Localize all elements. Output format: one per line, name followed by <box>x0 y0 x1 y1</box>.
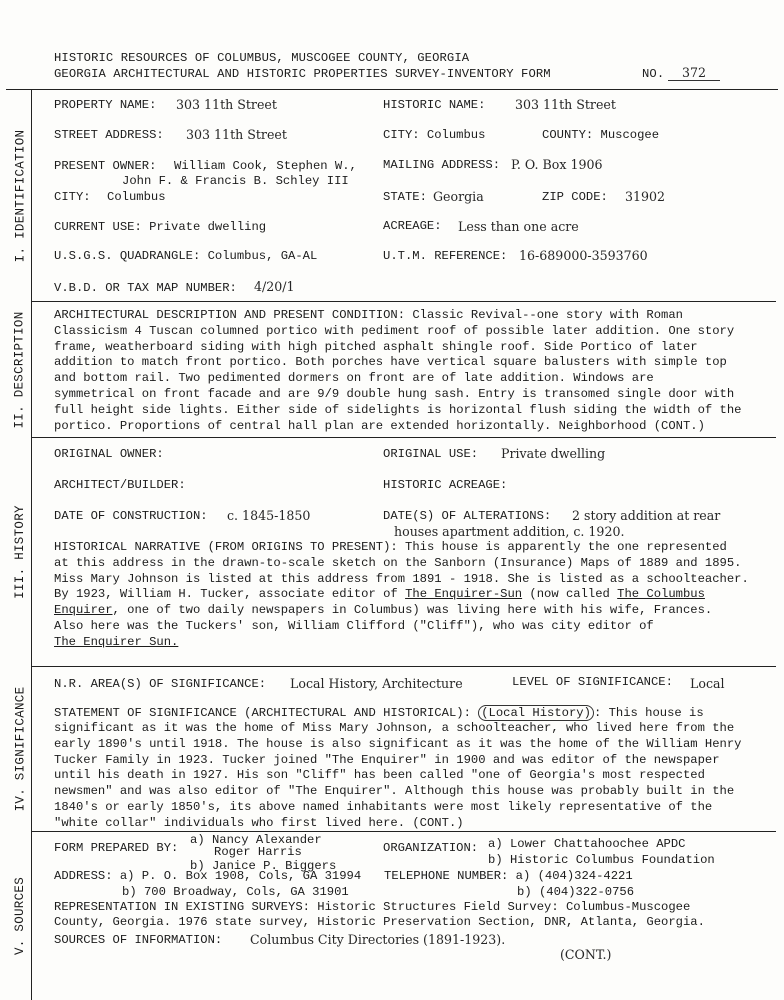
section-label-significance: IV. SIGNIFICANCE <box>13 686 28 812</box>
newspaper-title: The Columbus <box>617 587 705 602</box>
description-line: Classicism 4 Tuscan columned portico with pediment roof of possible later addition. One story <box>54 323 735 338</box>
description-line: frame, weatherboard siding with high pitched asphalt shingle roof. Side Portico of later <box>54 339 698 354</box>
current-use-field: CURRENT USE: Private dwelling <box>54 220 267 234</box>
significance-line: "white collar" individuals who first lived here. (CONT.) <box>54 815 464 830</box>
city-left-label: CITY: <box>54 190 91 204</box>
newspaper-title: The Enquirer-Sun <box>405 587 523 602</box>
property-name-label: PROPERTY NAME: <box>54 98 157 112</box>
state-value: Georgia <box>433 189 484 204</box>
statement-of-significance-heading: STATEMENT OF SIGNIFICANCE (ARCHITECTURAL AND HISTORICAL): (Local History) : This house is <box>54 706 704 720</box>
street-address-value: 303 11th Street <box>186 127 287 142</box>
alterations-line-1: 2 story addition at rear <box>572 508 721 523</box>
alterations-line-2: houses apartment addition, c. 1920. <box>394 524 625 539</box>
narrative-line: Enquirer, one of two daily newspapers in Columbus) was living here with his wife, Frances. <box>54 603 713 618</box>
city-left-value: Columbus <box>107 190 166 204</box>
form-title-line-1: HISTORIC RESOURCES OF COLUMBUS, MUSCOGEE COUNTY, GEORGIA <box>54 51 470 65</box>
section-label-description: II. DESCRIPTION <box>13 310 27 429</box>
tax-map-value: 4/20/1 <box>254 279 295 294</box>
representation-line-2: County, Georgia. 1976 state survey, Historic Preservation Section, DNR, Atlanta, Georgia. <box>54 915 705 929</box>
utm-reference-value: 16-689000-3593760 <box>519 248 648 263</box>
original-owner-label: ORIGINAL OWNER: <box>54 447 164 461</box>
state-label: STATE: <box>383 190 427 204</box>
utm-reference-label: U.T.M. REFERENCE: <box>383 249 508 263</box>
historic-name-label: HISTORIC NAME: <box>383 98 486 112</box>
narrative-line: By 1923, William H. Tucker, associate editor of The Enquirer-Sun (now called The Columbus <box>54 587 705 602</box>
preparer-b: b) Janice P. Biggers <box>190 859 337 873</box>
original-use-label: ORIGINAL USE: <box>383 447 479 461</box>
narrative-line: The Enquirer Sun. <box>54 634 179 649</box>
property-name-value: 303 11th Street <box>176 97 277 112</box>
present-owner-label: PRESENT OWNER: <box>54 159 157 173</box>
level-of-significance-value: Local <box>690 676 725 691</box>
address-line-1: ADDRESS: a) P. O. Box 1908, Cols, GA 31994 <box>54 869 362 883</box>
sources-cont-note: (CONT.) <box>560 947 612 962</box>
organization-b: b) Historic Columbus Foundation <box>488 853 715 867</box>
telephone-line-1: TELEPHONE NUMBER: a) (404)324-4221 <box>384 869 633 883</box>
form-number-value: 372 <box>668 65 720 81</box>
acreage-label: ACREAGE: <box>383 219 442 233</box>
narrative-line: Miss Mary Johnson is listed at this address from 1891 - 1918. She is listed as a schoolteacher. <box>54 571 749 586</box>
preparer-a-line-1: a) Nancy Alexander <box>190 833 322 847</box>
description-line: ARCHITECTURAL DESCRIPTION AND PRESENT CONDITION: Classic Revival--one story with Roman <box>54 308 683 322</box>
preparer-a-line-2: Roger Harris <box>214 845 302 859</box>
historic-name-value: 303 11th Street <box>515 97 616 112</box>
area-of-significance-value: Local History, Architecture <box>290 676 463 691</box>
section-label-history: III. HISTORY <box>13 505 27 599</box>
form-title-line-2: GEORGIA ARCHITECTURAL AND HISTORIC PROPERTIES SURVEY-INVENTORY FORM <box>54 67 551 81</box>
architect-builder-label: ARCHITECT/BUILDER: <box>54 478 186 492</box>
zip-value: 31902 <box>625 189 666 204</box>
section-divider-2 <box>31 437 776 438</box>
section-divider-1 <box>31 301 776 302</box>
zip-label: ZIP CODE: <box>542 190 608 204</box>
description-line: portico. Proportions of central hall plan are extended horizontally. Neighborhood (CONT.) <box>54 418 705 433</box>
construction-date-value: c. 1845-1850 <box>227 508 311 523</box>
sources-of-information-value: Columbus City Directories (1891-1923). <box>250 932 506 947</box>
present-owner-line-2: John F. & Francis B. Schley III <box>122 174 349 188</box>
area-of-significance-label: N.R. AREA(S) OF SIGNIFICANCE: <box>54 677 267 691</box>
form-number-label: NO. <box>642 67 665 81</box>
description-line: symmetrical on front facade and are 9/9 double hung sash. Entry is transomed single door with <box>54 386 735 401</box>
sources-of-information-label: SOURCES OF INFORMATION: <box>54 933 223 947</box>
representation-line-1: REPRESENTATION IN EXISTING SURVEYS: Historic Structures Field Survey: Columbus-Muscogee <box>54 900 691 914</box>
telephone-line-2: b) (404)322-0756 <box>517 885 635 899</box>
significance-line: Tucker Family in 1923. Tucker joined "The Enquirer" in 1900 and was editor of the newspaper <box>54 752 720 767</box>
significance-line: until his death in 1927. His son "Cliff" has been called "one of Georgia's most respected <box>54 768 705 783</box>
narrative-line: Also here was the Tuckers' son, William Clifford ("Cliff"), who was city editor of <box>54 618 654 633</box>
mailing-address-value: P. O. Box 1906 <box>511 157 603 172</box>
present-owner-line-1: William Cook, Stephen W., <box>174 159 357 173</box>
alterations-label: DATE(S) OF ALTERATIONS: <box>383 509 552 523</box>
section-label-sources: V. SOURCES <box>13 876 28 956</box>
address-line-2: b) 700 Broadway, Cols, GA 31901 <box>122 885 349 899</box>
mailing-address-label: MAILING ADDRESS: <box>383 158 501 172</box>
historic-acreage-label: HISTORIC ACREAGE: <box>383 478 508 492</box>
construction-date-label: DATE OF CONSTRUCTION: <box>54 509 208 523</box>
description-line: and bottom rail. Two pedimented dormers on front are of late addition. Windows are <box>54 371 654 386</box>
usgs-quadrangle-field: U.S.G.S. QUADRANGLE: Columbus, GA-AL <box>54 249 318 263</box>
architectural-description <box>54 308 778 434</box>
tax-map-label: V.B.D. OR TAX MAP NUMBER: <box>54 281 237 295</box>
section-divider-3 <box>31 666 776 667</box>
significance-line: newsmen" and was also editor of "The Enquirer". Although this house was probably built in the <box>54 784 735 799</box>
significance-line: early 1890's until 1918. The house is also significant as it was the home of the William Henry <box>54 736 742 751</box>
description-line: full height side lights. Either side of sidelights is horizontal flush siding the width of the <box>54 402 742 417</box>
newspaper-title: Enquirer <box>54 603 113 618</box>
original-use-value: Private dwelling <box>501 446 606 461</box>
narrative-line: HISTORICAL NARRATIVE (FROM ORIGINS TO PRESENT): This house is apparently the one represented <box>54 540 727 554</box>
local-history-mark: (Local History) <box>478 705 594 721</box>
acreage-value: Less than one acre <box>458 219 579 234</box>
county-field: COUNTY: Muscogee <box>542 128 660 142</box>
level-of-significance-label: LEVEL OF SIGNIFICANCE: <box>512 675 673 689</box>
city-right-field: CITY: Columbus <box>383 128 486 142</box>
statement-of-significance <box>54 721 778 832</box>
header-divider <box>6 89 778 90</box>
description-line: addition to match front portico. Both porches have vertical square balusters with simple top <box>54 355 727 370</box>
street-address-label: STREET ADDRESS: <box>54 128 164 142</box>
form-prepared-by-label: FORM PREPARED BY: <box>54 841 179 855</box>
organization-label: ORGANIZATION: <box>383 841 479 855</box>
organization-a: a) Lower Chattahoochee APDC <box>488 837 686 851</box>
narrative-line: at this address in the drawn-to-scale sketch on the Sanborn (Insurance) Maps of 1889 and 1895. <box>54 555 742 570</box>
significance-line: significant as it was the home of Miss Mary Johnson, a schoolteacher, who lived here from the <box>54 721 735 735</box>
significance-line: 1840's or early 1850's, its above named inhabitants were most likely representative of the <box>54 799 713 814</box>
historical-narrative <box>54 540 778 651</box>
section-label-identification: I. IDENTIFICATION <box>13 129 27 262</box>
